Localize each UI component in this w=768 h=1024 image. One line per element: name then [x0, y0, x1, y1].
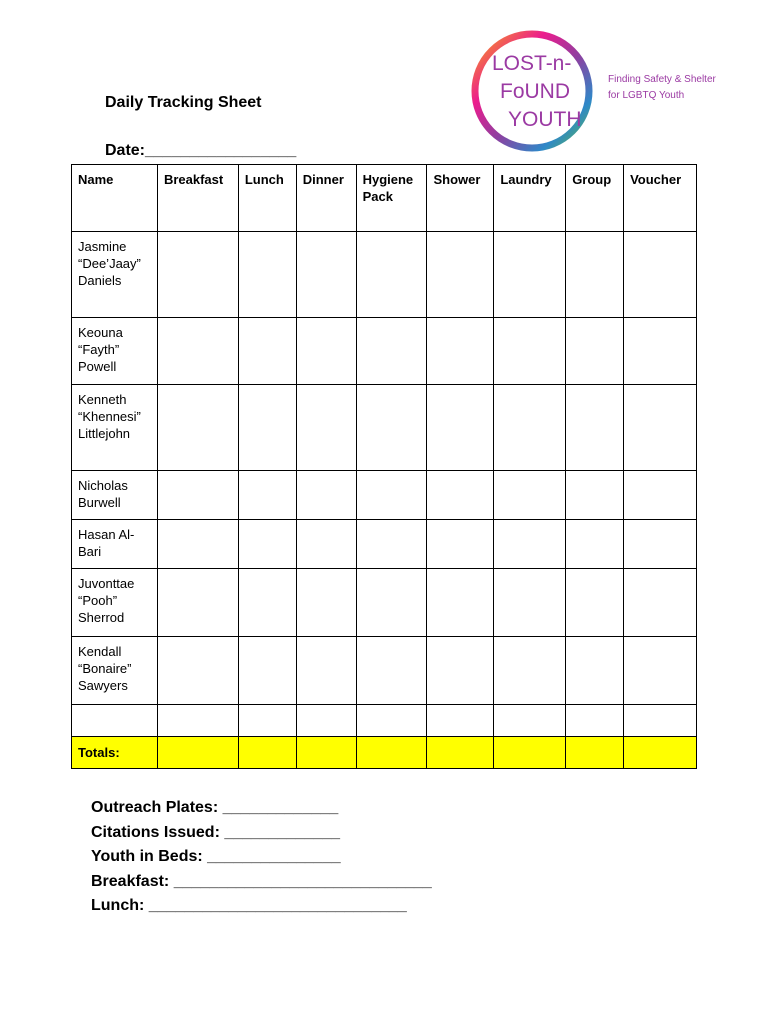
citations-issued-field[interactable]: Citations Issued: _____________	[91, 823, 341, 841]
logo-tagline2: for LGBTQ Youth	[608, 90, 685, 101]
checkbox-cell[interactable]	[296, 471, 356, 520]
checkbox-cell[interactable]	[624, 705, 697, 737]
checkbox-cell[interactable]	[427, 520, 494, 569]
checkbox-cell[interactable]	[238, 471, 296, 520]
column-header-laundry: Laundry	[494, 165, 566, 232]
checkbox-cell[interactable]	[356, 637, 427, 705]
checkbox-cell[interactable]	[566, 705, 624, 737]
youth-name-cell	[72, 705, 158, 737]
column-header-voucher: Voucher	[624, 165, 697, 232]
totals-cell[interactable]	[238, 737, 296, 769]
totals-cell[interactable]	[356, 737, 427, 769]
checkbox-cell[interactable]	[356, 569, 427, 637]
checkbox-cell[interactable]	[427, 385, 494, 471]
totals-cell[interactable]	[494, 737, 566, 769]
checkbox-cell[interactable]	[356, 471, 427, 520]
summary-notes	[91, 796, 432, 919]
column-header-group: Group	[566, 165, 624, 232]
checkbox-cell[interactable]	[296, 318, 356, 385]
checkbox-cell[interactable]	[356, 520, 427, 569]
checkbox-cell[interactable]	[296, 232, 356, 318]
checkbox-cell[interactable]	[238, 520, 296, 569]
checkbox-cell[interactable]	[494, 569, 566, 637]
breakfast-field[interactable]: Breakfast: _____________________________	[91, 872, 432, 890]
checkbox-cell[interactable]	[494, 471, 566, 520]
table-row	[72, 471, 697, 520]
checkbox-cell[interactable]	[624, 471, 697, 520]
youth-name-cell: Hasan Al-Bari	[72, 520, 158, 569]
checkbox-cell[interactable]	[624, 232, 697, 318]
table-row	[72, 569, 697, 637]
table-row	[72, 705, 697, 737]
outreach-plates-field[interactable]: Outreach Plates: _____________	[91, 799, 339, 816]
checkbox-cell[interactable]	[157, 318, 238, 385]
checkbox-cell[interactable]	[157, 705, 238, 737]
totals-cell[interactable]	[566, 737, 624, 769]
checkbox-cell[interactable]	[296, 520, 356, 569]
youth-name-cell: Jasmine “Dee’Jaay” Daniels	[72, 232, 158, 318]
checkbox-cell[interactable]	[356, 705, 427, 737]
youth-name-cell: Kendall “Bonaire” Sawyers	[72, 637, 158, 705]
table-row	[72, 318, 697, 385]
checkbox-cell[interactable]	[427, 705, 494, 737]
youth-name-cell: Juvonttae “Pooh” Sherrod	[72, 569, 158, 637]
checkbox-cell[interactable]	[494, 637, 566, 705]
checkbox-cell[interactable]	[427, 318, 494, 385]
checkbox-cell[interactable]	[494, 705, 566, 737]
checkbox-cell[interactable]	[494, 232, 566, 318]
checkbox-cell[interactable]	[157, 569, 238, 637]
page-title: Daily Tracking Sheet	[105, 94, 262, 111]
checkbox-cell[interactable]	[624, 318, 697, 385]
column-header-lunch: Lunch	[238, 165, 296, 232]
lost-n-found-youth-logo	[470, 24, 720, 164]
column-header-breakfast: Breakfast	[157, 165, 238, 232]
checkbox-cell[interactable]	[296, 569, 356, 637]
checkbox-cell[interactable]	[238, 232, 296, 318]
checkbox-cell[interactable]	[566, 471, 624, 520]
checkbox-cell[interactable]	[427, 232, 494, 318]
checkbox-cell[interactable]	[566, 318, 624, 385]
checkbox-cell[interactable]	[157, 520, 238, 569]
table-row	[72, 385, 697, 471]
checkbox-cell[interactable]	[296, 705, 356, 737]
checkbox-cell[interactable]	[624, 520, 697, 569]
checkbox-cell[interactable]	[157, 471, 238, 520]
youth-name-cell: Nicholas Burwell	[72, 471, 158, 520]
checkbox-cell[interactable]	[566, 637, 624, 705]
checkbox-cell[interactable]	[157, 637, 238, 705]
table-row	[72, 637, 697, 705]
table-row	[72, 232, 697, 318]
lunch-field[interactable]: Lunch: _____________________________	[91, 897, 407, 914]
checkbox-cell[interactable]	[238, 569, 296, 637]
checkbox-cell[interactable]	[238, 318, 296, 385]
checkbox-cell[interactable]	[494, 385, 566, 471]
logo-line3: YOUTH	[508, 108, 582, 131]
checkbox-cell[interactable]	[494, 318, 566, 385]
totals-row	[72, 737, 697, 769]
checkbox-cell[interactable]	[157, 385, 238, 471]
youth-name-cell: Kenneth “Khennesi” Littlejohn	[72, 385, 158, 471]
checkbox-cell[interactable]	[238, 385, 296, 471]
checkbox-cell[interactable]	[624, 637, 697, 705]
logo-line2: FoUND	[500, 80, 571, 103]
checkbox-cell[interactable]	[427, 569, 494, 637]
checkbox-cell[interactable]	[566, 569, 624, 637]
checkbox-cell[interactable]	[566, 385, 624, 471]
column-header-dinner: Dinner	[296, 165, 356, 232]
totals-cell[interactable]	[296, 737, 356, 769]
totals-cell[interactable]	[157, 737, 238, 769]
date-field[interactable]: Date:_________________	[105, 142, 297, 159]
checkbox-cell[interactable]	[356, 385, 427, 471]
checkbox-cell[interactable]	[356, 318, 427, 385]
logo-line1: LOST-n-	[492, 52, 572, 75]
column-header-hygiene-pack: Hygiene Pack	[356, 165, 427, 232]
checkbox-cell[interactable]	[238, 637, 296, 705]
column-header-shower: Shower	[427, 165, 494, 232]
checkbox-cell[interactable]	[624, 569, 697, 637]
checkbox-cell[interactable]	[624, 385, 697, 471]
checkbox-cell[interactable]	[427, 471, 494, 520]
checkbox-cell[interactable]	[566, 232, 624, 318]
checkbox-cell[interactable]	[238, 705, 296, 737]
youth-in-beds-field[interactable]: Youth in Beds: _______________	[91, 848, 341, 865]
checkbox-cell[interactable]	[296, 385, 356, 471]
youth-name-cell: Keouna “Fayth” Powell	[72, 318, 158, 385]
checkbox-cell[interactable]	[427, 637, 494, 705]
logo-tagline1: Finding Safety & Shelter	[608, 74, 716, 85]
totals-label: Totals:	[72, 737, 158, 769]
checkbox-cell[interactable]	[356, 232, 427, 318]
checkbox-cell[interactable]	[157, 232, 238, 318]
table-row	[72, 520, 697, 569]
tracking-table	[71, 164, 697, 769]
checkbox-cell[interactable]	[566, 520, 624, 569]
column-header-name: Name	[72, 165, 158, 232]
totals-cell[interactable]	[624, 737, 697, 769]
header-row	[72, 165, 697, 232]
checkbox-cell[interactable]	[296, 637, 356, 705]
totals-cell[interactable]	[427, 737, 494, 769]
checkbox-cell[interactable]	[494, 520, 566, 569]
